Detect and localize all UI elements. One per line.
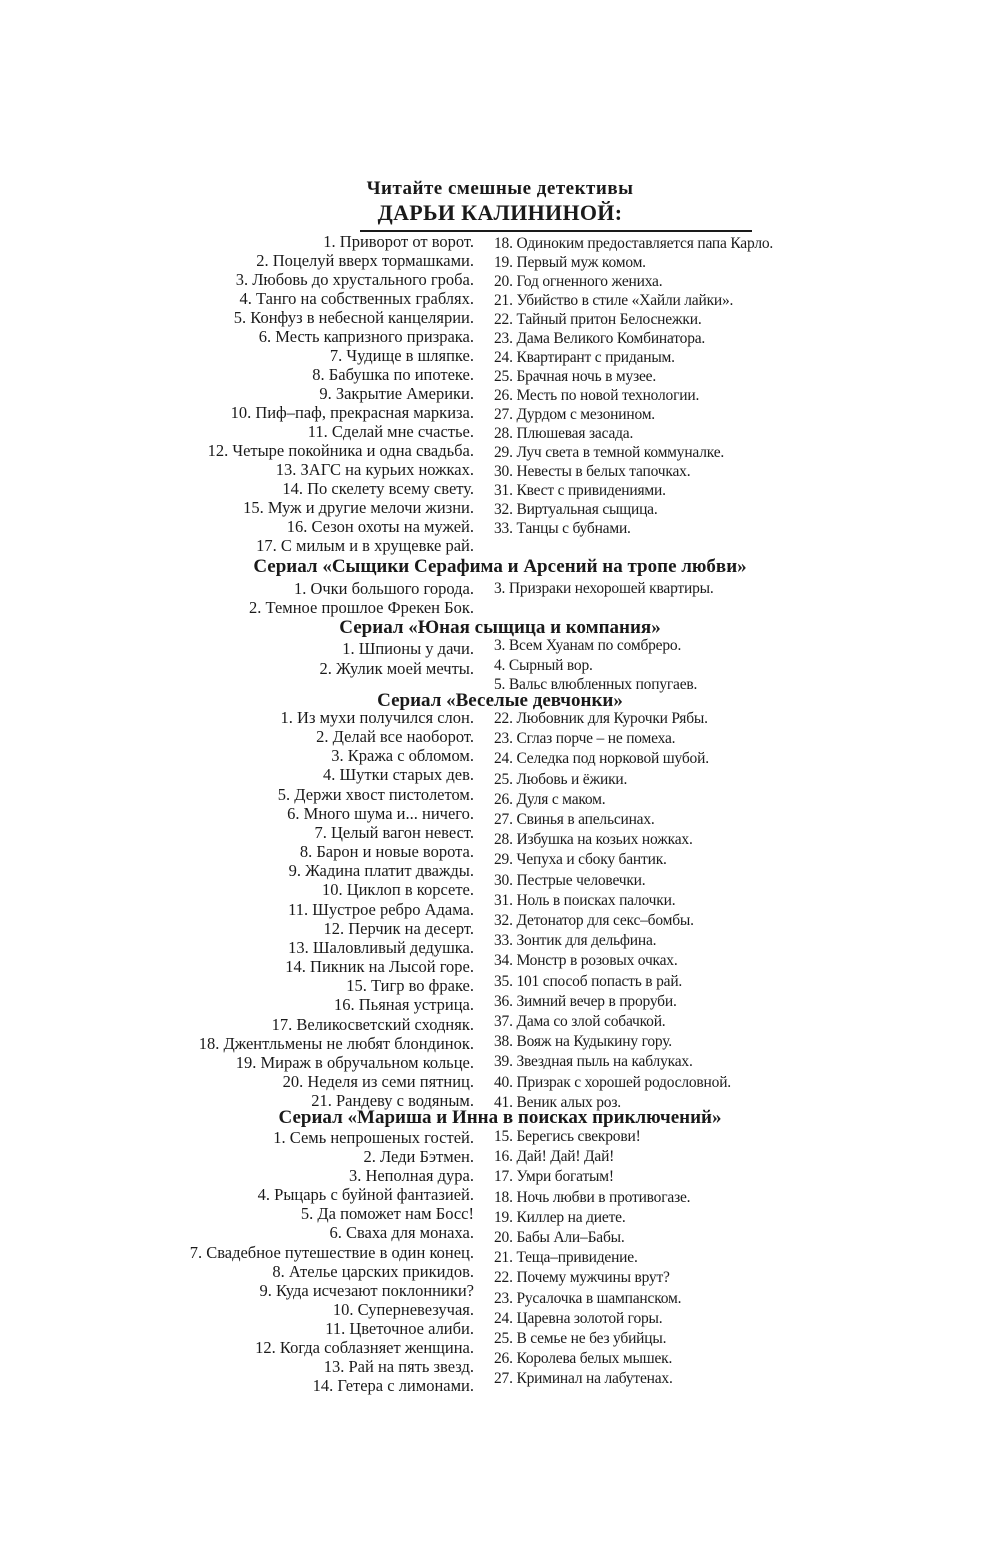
book-title-item: 10. Пиф–паф, прекрасная маркиза. <box>230 403 474 422</box>
series-title-young-detective: Сериал «Юная сыщица и компания» <box>339 617 661 638</box>
book-title-item: 28. Плюшевая засада. <box>494 425 634 442</box>
book-title-item: 2. Поцелуй вверх тормашками. <box>256 251 474 270</box>
book-title-item: 20. Неделя из семи пятниц. <box>282 1071 474 1091</box>
book-title-item: 30. Пестрые человечки. <box>494 871 646 889</box>
series-young-detective-left <box>0 639 474 679</box>
book-title-item: 19. Первый муж комом. <box>494 254 646 271</box>
book-title-item: 41. Веник алых роз. <box>494 1093 621 1111</box>
book-title-item: 14. Гетера с лимонами. <box>312 1376 474 1396</box>
book-title-item: 11. Сделай мне счастье. <box>307 422 474 441</box>
book-title-item: 8. Ателье царских прикидов. <box>272 1261 474 1281</box>
book-title-item: 2. Делай все наоборот. <box>316 727 474 747</box>
series-serafima-left <box>0 579 474 617</box>
book-title-item: 30. Невесты в белых тапочках. <box>494 463 691 480</box>
book-title-item: 33. Зонтик для дельфина. <box>494 932 657 950</box>
series-serafima-right <box>494 579 974 598</box>
book-title-item: 27. Дурдом с мезонином. <box>494 406 655 423</box>
book-title-item: 16. Дай! Дай! Дай! <box>494 1148 615 1166</box>
book-title-item: 4. Танго на собственных граблях. <box>239 289 474 308</box>
series-young-detective-right <box>494 636 974 695</box>
book-title-item: 37. Дама со злой собачкой. <box>494 1013 666 1031</box>
book-title-item: 3. Всем Хуанам по сомбреро. <box>494 637 682 654</box>
series-marisha-inna-left <box>0 1128 474 1395</box>
book-title-item: 13. Шаловливый дедушка. <box>288 937 474 957</box>
book-title-item: 14. По скелету всему свету. <box>282 479 474 498</box>
book-title-item: 32. Детонатор для секс–бомбы. <box>494 912 694 930</box>
book-title-item: 14. Пикник на Лысой горе. <box>285 957 474 977</box>
book-title-item: 11. Цветочное алиби. <box>325 1318 474 1338</box>
book-title-item: 18. Одиноким предоставляется папа Карло. <box>494 235 774 252</box>
book-title-item: 1. Семь непрошеных гостей. <box>273 1128 474 1147</box>
book-title-item: 5. Держи хвост пистолетом. <box>277 784 474 804</box>
book-title-item: 3. Неполная дура. <box>348 1166 474 1186</box>
book-title-item: 15. Муж и другие мелочи жизни. <box>243 498 474 517</box>
series-cheerful-girls-right <box>494 709 974 1113</box>
book-title-item: 2. Жулик моей мечты. <box>319 659 474 678</box>
book-title-item: 12. Четыре покойника и одна свадьба. <box>207 441 474 460</box>
series-marisha-inna-right <box>494 1127 974 1390</box>
book-title-item: 13. Рай на пять звезд. <box>323 1357 474 1377</box>
book-title-item: 26. Королева белых мышек. <box>494 1350 673 1368</box>
book-title-item: 8. Бабушка по ипотеке. <box>312 365 474 384</box>
book-title-item: 8. Барон и новые ворота. <box>299 842 474 862</box>
book-title-item: 18. Джентльмены не любят блондинок. <box>198 1033 474 1053</box>
heading-author: ДАРЬИ КАЛИНИНОЙ: <box>377 200 623 225</box>
book-title-item: 20. Бабы Али–Бабы. <box>494 1229 625 1247</box>
book-title-item: 16. Сезон охоты на мужей. <box>286 517 474 536</box>
book-title-item: 3. Кража с обломом. <box>331 746 474 766</box>
book-title-item: 20. Год огненного жениха. <box>494 273 663 290</box>
book-title-item: 9. Закрытие Америки. <box>319 384 474 403</box>
book-title-item: 7. Чудище в шляпке. <box>329 346 474 365</box>
book-title-item: 10. Суперневезучая. <box>332 1299 474 1319</box>
book-title-item: 19. Мираж в обручальном кольце. <box>235 1052 474 1072</box>
book-title-item: 17. Умри богатым! <box>494 1168 614 1186</box>
book-title-item: 15. Берегись свекрови! <box>494 1128 641 1145</box>
book-title-item: 18. Ночь любви в противогазе. <box>494 1188 691 1206</box>
book-title-item: 3. Любовь до хрустального гроба. <box>235 270 474 289</box>
book-title-item: 34. Монстр в розовых очках. <box>494 952 678 970</box>
book-title-item: 13. ЗАГС на курьих ножках. <box>275 460 474 479</box>
series-title-marisha-inna: Сериал «Мариша и Инна в поисках приключений» <box>278 1107 722 1128</box>
book-title-item: 4. Рыцарь с буйной фантазией. <box>257 1185 474 1205</box>
main-list-right <box>494 234 974 538</box>
book-title-item: 28. Избушка на козьих ножках. <box>494 831 693 849</box>
book-title-item: 11. Шустрое ребро Адама. <box>288 899 474 919</box>
book-title-item: 36. Зимний вечер в проруби. <box>494 992 677 1010</box>
book-title-item: 22. Тайный притон Белоснежки. <box>494 311 702 328</box>
book-title-item: 32. Виртуальная сыщица. <box>494 501 658 518</box>
book-title-item: 9. Куда исчезают поклонники? <box>259 1280 474 1300</box>
book-title-item: 29. Луч света в темной коммуналке. <box>494 444 725 461</box>
book-title-item: 2. Леди Бэтмен. <box>363 1147 474 1167</box>
book-title-item: 24. Царевна золотой горы. <box>494 1309 663 1327</box>
book-title-item: 1. Приворот от ворот. <box>323 232 474 251</box>
book-title-item: 24. Селедка под норковой шубой. <box>494 750 709 768</box>
series-title-cheerful-girls: Сериал «Веселые девчонки» <box>377 690 623 711</box>
book-title-item: 6. Месть капризного призрака. <box>258 327 474 346</box>
book-title-item: 7. Целый вагон невест. <box>314 822 474 842</box>
series-title-serafima: Сериал «Сыщики Серафима и Арсений на тропе любви» <box>253 556 747 577</box>
book-title-item: 25. Любовь и ёжики. <box>494 770 628 788</box>
book-title-item: 26. Месть по новой технологии. <box>494 387 700 404</box>
book-title-item: 31. Ноль в поисках палочки. <box>494 891 676 909</box>
heading-subtitle: Читайте смешные детективы <box>366 178 634 199</box>
book-title-item: 27. Криминал на лабутенах. <box>494 1370 673 1388</box>
main-list-left <box>0 232 474 555</box>
book-title-item: 5. Вальс влюбленных попугаев. <box>494 676 698 693</box>
book-title-item: 40. Призрак с хорошей родословной. <box>494 1073 731 1091</box>
book-title-item: 9. Жадина платит дважды. <box>288 861 474 881</box>
book-title-item: 26. Дуля с маком. <box>494 790 606 808</box>
book-title-item: 6. Сваха для монаха. <box>329 1223 474 1243</box>
book-title-item: 25. Брачная ночь в музее. <box>494 368 657 385</box>
book-title-item: 22. Любовник для Курочки Рябы. <box>494 710 708 727</box>
book-title-item: 12. Перчик на десерт. <box>323 918 474 938</box>
book-title-item: 5. Конфуз в небесной канцелярии. <box>233 308 474 327</box>
book-title-item: 25. В семье не без убийцы. <box>494 1330 667 1348</box>
book-title-item: 17. С милым и в хрущевке рай. <box>256 536 474 555</box>
book-title-item: 15. Тигр во фраке. <box>346 976 474 996</box>
book-title-item: 1. Из мухи получился слон. <box>280 708 474 727</box>
book-title-item: 39. Звездная пыль на каблуках. <box>494 1053 693 1071</box>
book-title-item: 1. Шпионы у дачи. <box>342 639 474 658</box>
book-title-item: 21. Рандеву с водяным. <box>311 1091 474 1111</box>
book-title-item: 22. Почему мужчины врут? <box>494 1269 670 1287</box>
book-title-item: 33. Танцы с бубнами. <box>494 520 631 537</box>
book-title-item: 23. Русалочка в шампанском. <box>494 1289 682 1307</box>
book-title-item: 4. Сырный вор. <box>494 656 593 674</box>
book-title-item: 1. Очки большого города. <box>293 579 474 598</box>
book-title-item: 29. Чепуха и сбоку бантик. <box>494 851 667 869</box>
book-title-item: 10. Циклоп в корсете. <box>321 880 474 900</box>
book-title-item: 24. Квартирант с приданым. <box>494 349 675 366</box>
book-title-item: 21. Теща–привидение. <box>494 1249 638 1267</box>
book-title-item: 4. Шутки старых дев. <box>323 765 474 785</box>
book-title-item: 16. Пьяная устрица. <box>334 995 474 1015</box>
book-title-item: 2. Темное прошлое Фрекен Бок. <box>249 598 474 617</box>
book-title-item: 35. 101 способ попасть в рай. <box>494 972 683 990</box>
book-title-item: 7. Свадебное путешествие в один конец. <box>189 1242 474 1262</box>
book-title-item: 17. Великосветский сходняк. <box>271 1014 474 1034</box>
book-title-item: 12. Когда соблазняет женщина. <box>255 1338 474 1358</box>
book-title-item: 3. Призраки нехорошей квартиры. <box>494 580 714 597</box>
series-cheerful-girls-left <box>0 708 474 1110</box>
book-title-item: 5. Да поможет нам Босс! <box>300 1204 474 1224</box>
book-title-item: 38. Вояж на Кудыкину гору. <box>494 1033 672 1051</box>
book-title-item: 19. Киллер на диете. <box>494 1208 626 1226</box>
book-title-item: 31. Квест с привидениями. <box>494 482 666 499</box>
book-title-item: 6. Много шума и... ничего. <box>287 803 474 823</box>
book-title-item: 27. Свинья в апельсинах. <box>494 811 655 829</box>
book-title-item: 23. Сглаз порче – не помеха. <box>494 730 676 748</box>
book-title-item: 21. Убийство в стиле «Хайли лайки». <box>494 292 734 309</box>
book-title-item: 23. Дама Великого Комбинатора. <box>494 330 706 347</box>
